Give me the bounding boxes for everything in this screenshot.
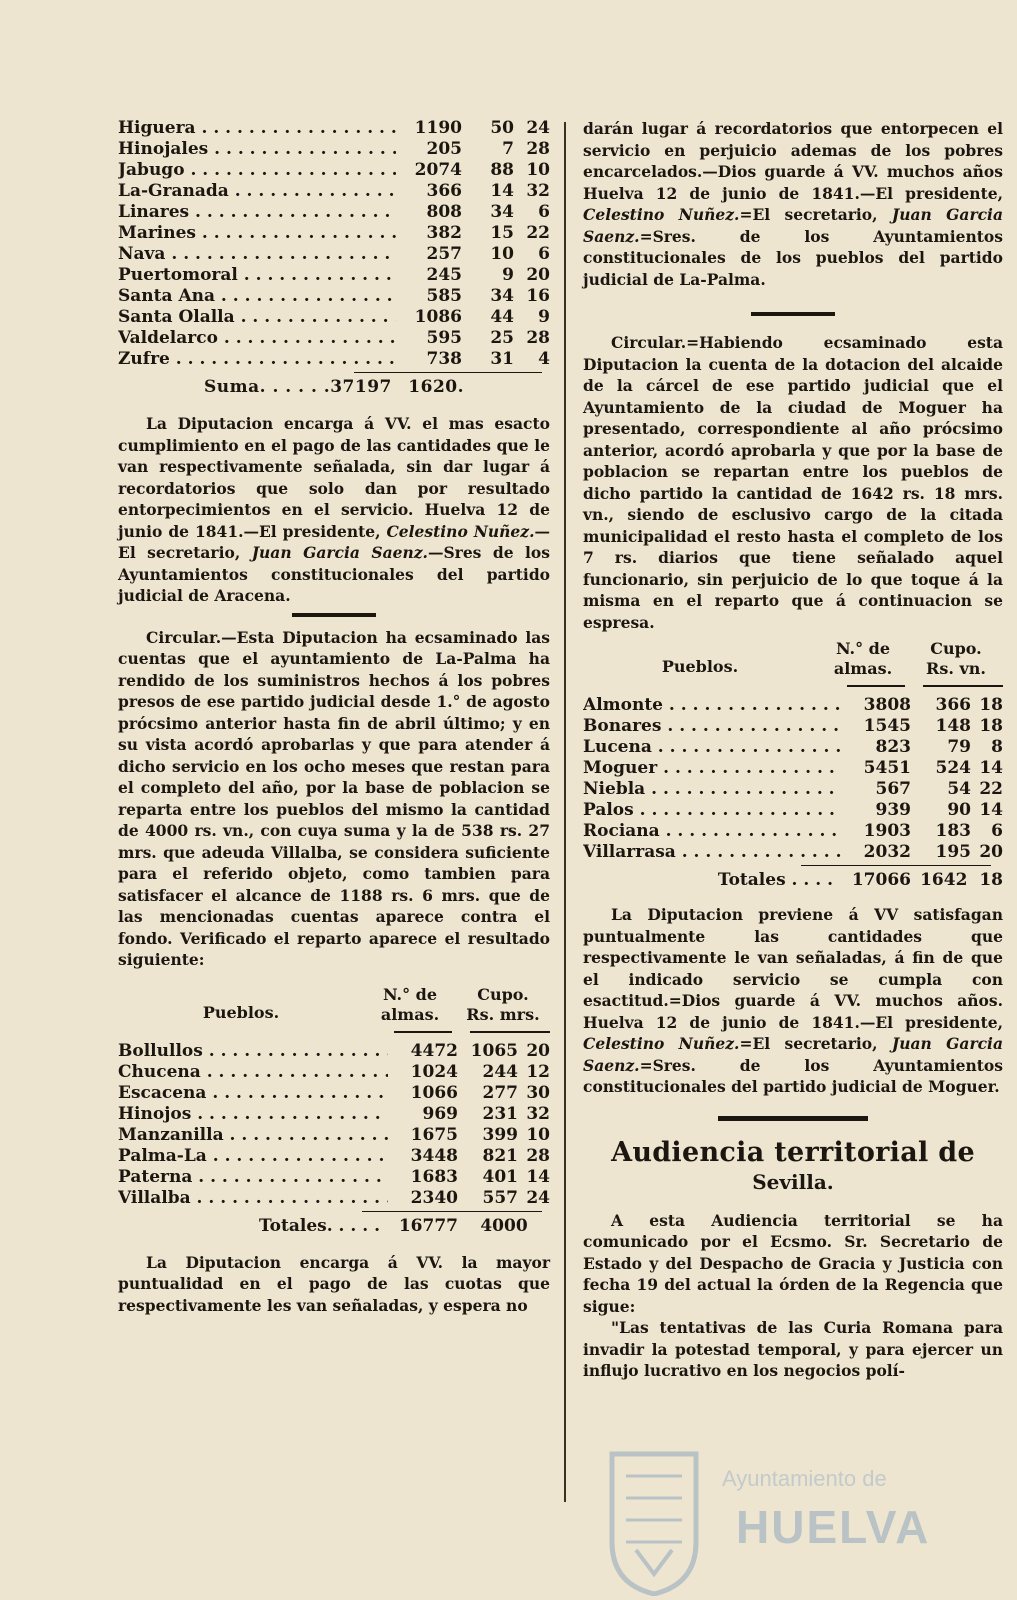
almas: 585 [426,286,462,306]
rs: 54 [947,779,971,799]
table-row [118,1083,550,1104]
rs: 401 [482,1166,518,1187]
pueblo-name: Valdelarco . . . [118,328,396,349]
mrs: 10 [526,160,550,180]
audiencia-paragraph-1: A esta Audiencia territorial se ha comunicado por el Ecsmo. Sr. Secretario de Estado y del Despacho de Gracia y Justicia con fecha 19 del actual la órden de la Regencia que sigue: [583,1210,1003,1316]
sum-label: Suma. . . . . . [203,377,331,397]
almas: 3448 [410,1145,458,1166]
mrs: 24 [526,118,550,138]
rs: 1065 [470,1040,518,1061]
table-row [118,160,550,181]
almas: 567 [875,779,911,799]
pueblo-name: Jabugo . . . [118,160,396,181]
almas: 205 [426,139,462,159]
almas: 939 [875,800,911,820]
table-row [118,286,550,307]
pueblo-name: Bollullos . . . [118,1041,388,1062]
sum-rule [354,372,542,373]
mrs: 14 [979,800,1003,820]
para-text: La Diputacion previene á VV satisfagan puntualmente las cantidades que respectivamente le van señaladas, á fin de que el indicado servicio se cumpla con esactitud.=Dios guarde á VV. muchos años. Huelva 12 de junio de 1841.—El presidente, [583,905,1003,1032]
aracena-table [118,118,550,370]
rs: 7 [502,139,514,159]
moguer-totals [583,870,1003,890]
table-row [583,800,1003,821]
pueblo-name: Moguer . . . [583,758,841,779]
table-row [118,181,550,202]
rs: 34 [490,286,514,306]
almas: 3808 [863,695,911,715]
totals-rule [801,865,991,866]
table-row [583,779,1003,800]
col-cupo-l2: Rs. vn. [926,659,986,678]
table-row [118,1188,550,1209]
mrs: 14 [979,758,1003,778]
almas: 1545 [863,716,911,736]
mrs: 6 [538,202,550,222]
pueblo-name: Nava . . . [118,244,396,265]
table-row [118,1041,550,1062]
table-row [118,328,550,349]
col-almas-l2: almas. [833,659,893,678]
lapalma-closing: La Diputacion encarga á VV. la mayor puntualidad en el pago de las cuotas que respectivamente les van señaladas, y espera no [118,1252,550,1315]
pueblo-name: Hinojos . . . [118,1104,388,1125]
rs: 399 [482,1124,518,1145]
lapalma-table [118,1041,550,1209]
para-text: La Diputacion encarga á VV. el mas esacto cumplimiento en el pago de las cantidades que le van respectivamente señalada, sin dar lugar á recordatorios que solo dan por resultado entorpecimientos en el servicio. Huelva 12 de junio de 1841.—El presidente, [118,414,550,541]
column-divider [564,122,566,1502]
rs: 31 [490,349,514,369]
secretary-name: Juan Garcia Saenz. [583,1034,1003,1075]
almas: 366 [426,181,462,201]
section-separator [292,613,376,617]
rs: 88 [490,160,514,180]
col-cupo [909,639,1003,679]
totals-cupo [911,870,1003,890]
almas: 1675 [410,1124,458,1145]
table-row [118,139,550,160]
col-pueblos: Pueblos. [661,657,739,676]
moguer-table [583,695,1003,863]
pueblo-name: Palma-La . . . [118,1146,388,1167]
pueblo-name: Niebla . . . [583,779,841,800]
almas: 5451 [863,758,911,778]
rs: 277 [482,1082,518,1103]
col-cupo-l1: Cupo. [477,984,529,1004]
rs: 183 [935,821,971,841]
para-text: =El secretario, [739,205,892,224]
rs: 9 [502,265,514,285]
rs: 79 [947,737,971,757]
rs: 34 [490,202,514,222]
mrs: 20 [526,1040,550,1061]
lapalma-circular: Circular.—Esta Diputacion ha ecsaminado las cuentas que el ayuntamiento de La-Palma ha rendido de los suministros hechos á los pobres presos de ese partido judicial desde 1.° de agosto prócsimo anterior hasta fin de abril último; y en su vista acordó aprobarlas y que para atender á dicho servicio en los ocho meses que restan para el completo del año, por la base de poblacion se reparta entre los pueblos del mismo la cantidad de 4000 rs. vn., con cuya suma y la de 538 rs. 27 mrs. que adeuda Villalba, se considera suficiente para el referido objeto, como tambien para satisfacer el alcance de 1188 rs. 6 mrs. que de las mencionadas cuentas aparece contra el fondo. Verificado el reparto aparece el resultado siguiente: [118,627,550,969]
para-text: —El secretario, [118,521,550,562]
mrs: 10 [526,1124,550,1145]
rs: 14 [490,181,514,201]
table-row [118,244,550,265]
table-row [583,821,1003,842]
table-row [583,695,1003,716]
watermark [596,1442,1016,1600]
president-name: Celestino Nuñez. [583,1034,740,1053]
rs: 821 [482,1145,518,1166]
header-rule [118,1031,550,1033]
rs: 44 [490,307,514,327]
mrs: 6 [538,244,550,264]
almas: 1086 [414,307,462,327]
rs: 148 [935,716,971,736]
table-row [118,307,550,328]
mrs: 20 [526,265,550,285]
mrs: 20 [979,842,1003,862]
mrs: 8 [991,737,1003,757]
mrs: 9 [538,307,550,327]
col-almas-l2: almas. [380,1004,440,1024]
almas: 1024 [410,1061,458,1082]
almas: 1066 [410,1082,458,1103]
totals-label: Totales . . . . [717,870,833,890]
mrs: 28 [526,328,550,348]
table-row [118,265,550,286]
pueblo-name: Linares . . . [118,202,396,223]
almas: 4472 [410,1040,458,1061]
table-row [583,737,1003,758]
para-text: —Sres de los Ayuntamientos constitucionales del partido judicial de Aracena. [118,543,550,605]
mrs: 28 [526,1145,550,1166]
para-text: =Sres. de los Ayuntamientos constitucionales de los pueblos del partido judicial de La-Palma. [583,226,1003,289]
col-pueblos: Pueblos. [202,1002,280,1022]
secretary-name: Juan Garcia Saenz. [583,205,1003,246]
table-row [583,758,1003,779]
pueblo-name: Almonte . . . [583,695,841,716]
pueblo-name: Villarrasa . . . [583,842,841,863]
aracena-sum [118,377,550,397]
almas: 808 [426,202,462,222]
mrs: 18 [979,695,1003,715]
pueblo-name: Zufre . . . [118,349,396,370]
moguer-circular: Circular.=Habiendo ecsaminado esta Diputacion la cuenta de la dotacion del alcaide de la cárcel de ese partido judicial que el Ayuntamiento de la ciudad de Moguer ha presentado, correspondiente al año prócsimo anterior, acordó aprobarla y que por la base de poblacion se repartan entre los pueblos de dicho partido la cantidad de 1642 rs. 18 mrs. vn., siendo de esclusivo cargo de la citada municipalidad el resto hasta el completo de los 7 rs. diarios que tiene señalado aquel funcionario, sin perjuicio de lo que toque á la misma en el reparto que á continuacion se espresa. [583,333,1003,632]
almas: 1190 [414,118,462,138]
table-row [118,223,550,244]
shield-icon [606,1446,702,1596]
table-row [118,118,550,139]
almas: 969 [422,1103,458,1124]
mrs: 30 [526,1082,550,1103]
mrs: 6 [991,821,1003,841]
pueblo-name: Rociana . . . [583,821,841,842]
mrs: 4 [538,349,550,369]
almas: 2074 [414,160,462,180]
pueblo-name: La-Granada . . . [118,181,396,202]
table-row [118,1146,550,1167]
pueblo-name: Paterna . . . [118,1167,388,1188]
table-row [583,716,1003,737]
table-row [118,1062,550,1083]
para-text: =El secretario, [739,1034,892,1053]
mrs: 32 [526,181,550,201]
mrs: 12 [526,1061,550,1082]
pueblo-name: Escacena . . . [118,1083,388,1104]
mrs: 16 [526,286,550,306]
col-almas [817,639,909,679]
president-name: Celestino Nuñez. [386,521,535,541]
mrs: 24 [526,1187,550,1208]
pueblo-name: Hinojales . . . [118,139,396,160]
almas: 2032 [863,842,911,862]
president-name: Celestino Nuñez. [583,205,740,224]
table-row [118,1125,550,1146]
moguer-table-header [583,639,1003,679]
totals-mrs: 18 [979,870,1003,890]
rs: 50 [490,118,514,138]
totals-rs: 1642 [920,870,968,890]
pueblo-name: Palos . . . [583,800,841,821]
col-almas-l1: N.° de [382,984,438,1004]
totals-almas: 17066 [851,870,911,890]
pueblo-name: Higuera . . . [118,118,396,139]
pueblo-name: Santa Olalla . . . [118,307,396,328]
rs: 524 [935,758,971,778]
almas: 1903 [863,821,911,841]
table-row [118,1167,550,1188]
rs: 244 [482,1061,518,1082]
almas: 595 [426,328,462,348]
totals-label: Totales. . . . . [258,1215,380,1236]
header-rule [583,685,1003,687]
mrs: 32 [526,1103,550,1124]
secretary-name: Juan Garcia Saenz. [251,543,428,562]
almas: 245 [426,265,462,285]
pueblo-name: Lucena . . . [583,737,841,758]
rs: 366 [935,695,971,715]
col-cupo-l1: Cupo. [930,639,982,658]
rs: 10 [490,244,514,264]
totals-rs: 4000 [480,1215,528,1236]
mrs: 28 [526,139,550,159]
section-separator [751,312,835,316]
totals-rule [362,1211,542,1212]
watermark-line1: Ayuntamiento de [722,1466,887,1491]
sum-almas: 37197 [330,377,392,397]
audiencia-subtitle: Sevilla. [752,1169,834,1194]
rs: 195 [935,842,971,862]
mrs: 14 [526,1166,550,1187]
rs: 25 [490,328,514,348]
pueblo-name: Villalba . . . [118,1188,388,1209]
table-row [118,202,550,223]
section-thick-rule [718,1116,868,1121]
col-almas [364,985,456,1025]
mrs: 22 [526,223,550,243]
lapalma-closing-cont [583,118,1003,290]
rs: 15 [490,223,514,243]
pueblo-name: Chucena . . . [118,1062,388,1083]
para-text: =Sres. de los Ayuntamientos constitucionales del partido judicial de Moguer. [583,1055,1003,1096]
right-column [583,118,1003,1382]
almas: 738 [426,349,462,369]
almas: 1683 [410,1166,458,1187]
rs: 557 [482,1187,518,1208]
left-column [118,118,550,1316]
pueblo-name: Santa Ana . . . [118,286,396,307]
lapalma-totals [118,1216,550,1236]
pueblo-name: Puertomoral . . . [118,265,396,286]
moguer-paragraph [583,904,1003,1098]
pueblo-name: Bonares . . . [583,716,841,737]
table-row [118,349,550,370]
mrs: 18 [979,716,1003,736]
almas: 2340 [410,1187,458,1208]
lapalma-table-header [118,985,550,1025]
col-almas-l1: N.° de [835,639,891,658]
audiencia-title: Audiencia territorial de [611,1136,975,1168]
almas: 382 [426,223,462,243]
pueblo-name: Manzanilla . . . [118,1125,388,1146]
pueblo-name: Marines . . . [118,223,396,244]
para-text: darán lugar á recordatorios que entorpecen el servicio en perjuicio ademas de los pobres encarcelados.—Dios guarde á VV. muchos años Huelva 12 de junio de 1841.—El presidente, [583,119,1003,203]
rs: 231 [482,1103,518,1124]
totals-almas: 16777 [398,1215,458,1236]
aracena-paragraph [118,413,550,607]
almas: 257 [426,244,462,264]
watermark-line2: HUELVA [736,1501,931,1553]
table-row [583,842,1003,863]
table-row [118,1104,550,1125]
sum-rs: 1620. [408,377,465,397]
audiencia-paragraph-2: "Las tentativas de las Curia Romana para invadir la potestad temporal, y para ejercer un influjo lucrativo en los negocios polí- [583,1318,1003,1380]
almas: 823 [875,737,911,757]
rs: 90 [947,800,971,820]
col-cupo [456,985,550,1025]
col-cupo-l2: Rs. mrs. [466,1004,540,1024]
mrs: 22 [979,779,1003,799]
